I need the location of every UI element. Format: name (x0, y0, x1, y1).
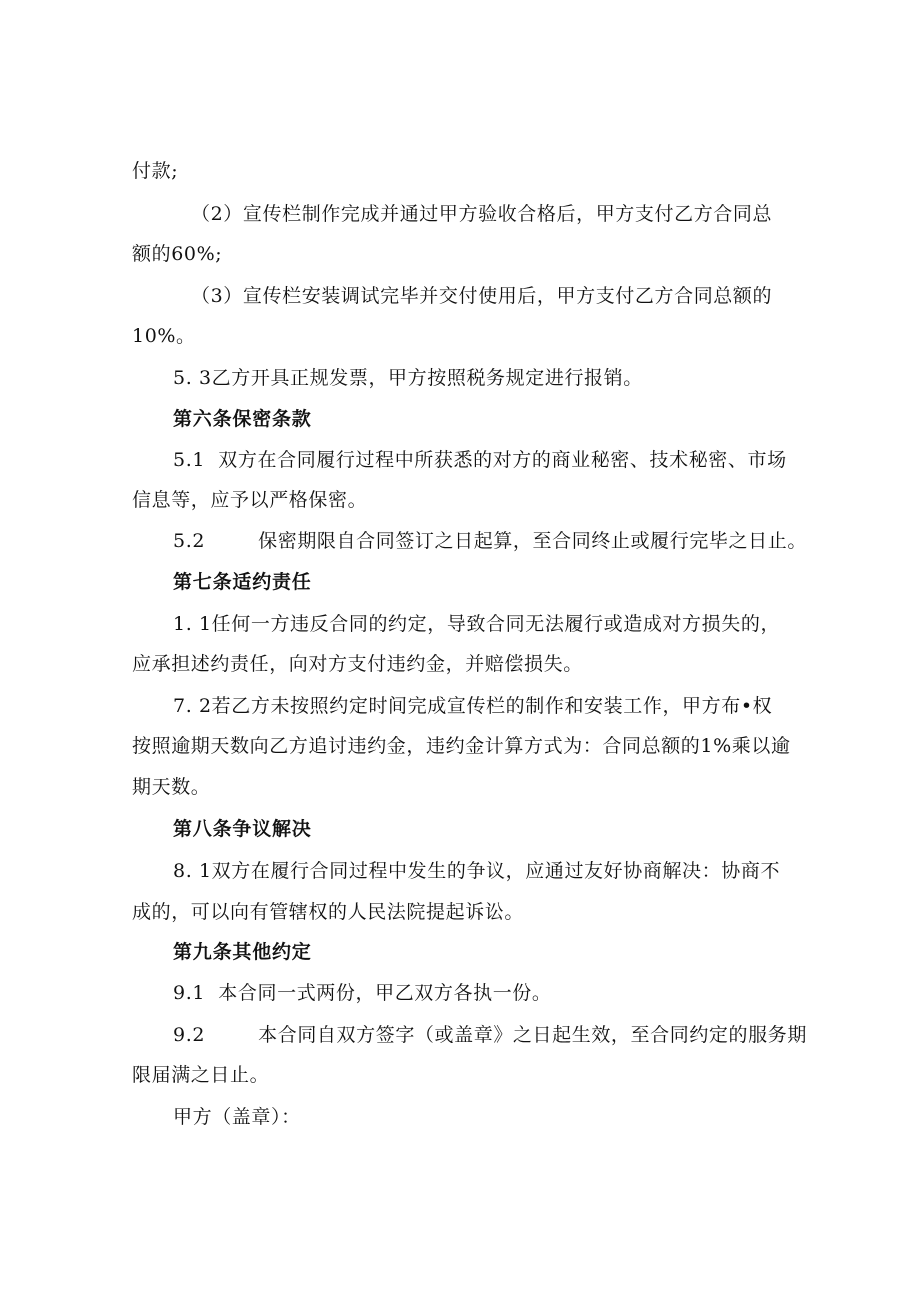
paragraph-line: 期天数。 (132, 776, 211, 798)
paragraph-line: 9.2 本合同自双方签字（或盖章》之日起生效，至合同约定的服务期 (173, 1024, 807, 1046)
paragraph-line: 5. 3乙方开具正规发票，甲方按照税务规定进行报销。 (173, 367, 643, 389)
paragraph-line: 额的60%; (132, 243, 223, 265)
paragraph-line: 8. 1双方在履行合同过程中发生的争议，应通过友好协商解决：协商不 (173, 860, 781, 882)
paragraph-line: （2）宣传栏制作完成并通过甲方验收合格后，甲方支付乙方合同总 (191, 203, 773, 225)
section-heading: 第八条争议解决 (173, 818, 312, 840)
section-heading: 第九条其他约定 (173, 941, 312, 963)
paragraph-line: 1. 1任何一方违反合同的约定，导致合同无法履行或造成对方损失的， (173, 613, 781, 635)
section-heading: 第六条保密条款 (173, 408, 312, 430)
paragraph-line: 按照逾期天数向乙方追讨违约金，违约金计算方式为：合同总额的1%乘以逾 (132, 735, 791, 757)
paragraph-line: 成的，可以向有管辖权的人民法院提起诉讼。 (132, 901, 525, 923)
paragraph-line: 5.2 保密期限自合同签订之日起算，至合同终止或履行完毕之日止。 (173, 530, 807, 552)
paragraph-line: 应承担述约责任，向对方支付违约金，并赔偿损失。 (132, 653, 583, 675)
paragraph-line: 5.1 双方在合同履行过程中所获悉的对方的商业秘密、技术秘密、市场 (173, 449, 787, 471)
paragraph-line: 10%。 (132, 325, 196, 347)
paragraph-line: 7. 2若乙方未按照约定时间完成宣传栏的制作和安装工作，甲方布•权 (173, 695, 773, 717)
section-heading: 第七条适约责任 (173, 571, 312, 593)
party-a-signature-label: 甲方（盖章）： (173, 1106, 301, 1128)
paragraph-line: 限届满之日止。 (132, 1064, 270, 1086)
paragraph-line: 付款; (132, 160, 179, 182)
paragraph-line: 信息等，应予以严格保密。 (132, 489, 368, 511)
paragraph-line: （3）宣传栏安装调试完毕并交付使用后，甲方支付乙方合同总额的 (191, 285, 773, 307)
paragraph-line: 9.1 本合同一式两份，甲乙双方各执一份。 (173, 982, 552, 1004)
